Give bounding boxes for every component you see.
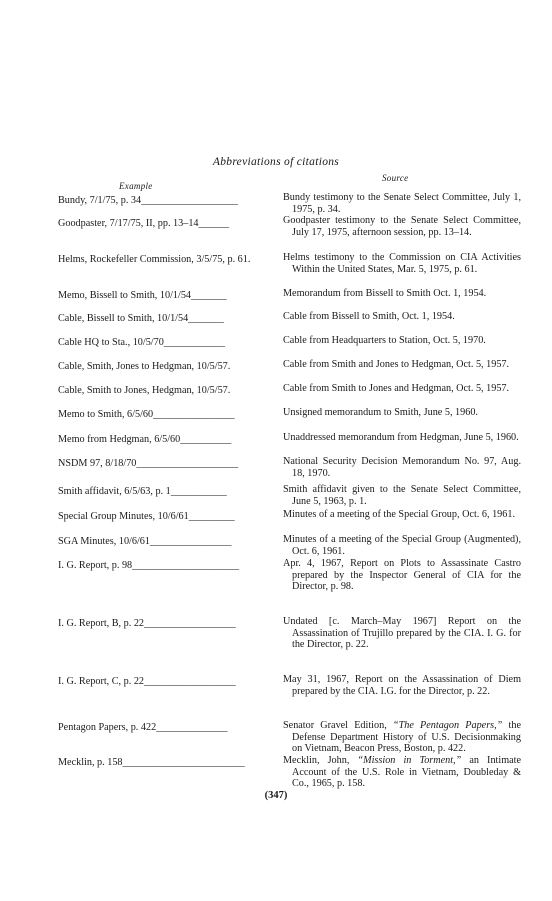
- source-description: Cable from Smith to Jones and Hedgman, Oct. 5, 1957.: [283, 383, 510, 394]
- example-citation: Smith affidavit, 6/5/63, p. 1___________: [58, 486, 227, 497]
- example-citation: Pentagon Papers, p. 422______________: [58, 722, 228, 733]
- column-header-example: Example: [119, 181, 153, 191]
- source-description: Cable from Smith and Jones to Hedgman, Oct. 5, 1957.: [283, 359, 510, 370]
- example-citation: Cable, Smith to Jones, Hedgman, 10/5/57.: [58, 385, 231, 396]
- source-title-italic: “The Pentagon Papers,”: [392, 720, 503, 731]
- example-citation: Cable, Bissell to Smith, 10/1/54_______: [58, 313, 224, 324]
- example-citation: Bundy, 7/1/75, p. 34___________________: [58, 195, 238, 206]
- source-description: Goodpaster testimony to the Senate Select Committee, July 17, 1975, afternoon session, pp. 13–14.: [283, 215, 521, 238]
- source-description: Unaddressed memorandum from Hedgman, June 5, 1960.: [283, 432, 519, 443]
- example-citation: Cable HQ to Sta., 10/5/70____________: [58, 337, 225, 348]
- source-description: Cable from Headquarters to Station, Oct. 5, 1970.: [283, 335, 486, 346]
- example-citation: Goodpaster, 7/17/75, II, pp. 13–14______: [58, 218, 230, 229]
- source-description: Memorandum from Bissell to Smith Oct. 1, 1954.: [283, 288, 487, 299]
- example-citation: SGA Minutes, 10/6/61________________: [58, 536, 232, 547]
- source-description: Apr. 4, 1967, Report on Plots to Assassinate Castro prepared by the Inspector General of CIA for the Director, p. 98.: [283, 558, 521, 593]
- source-description: Undated [c. March–May 1967] Report on the Assassination of Trujillo prepared by the CIA. I. G. for the Director, p. 22.: [283, 616, 521, 651]
- column-header-source: Source: [382, 173, 409, 183]
- example-citation: Memo, Bissell to Smith, 10/1/54_______: [58, 290, 227, 301]
- source-title-italic: “Mission in Torment,”: [357, 755, 462, 766]
- source-description: Smith affidavit given to the Senate Select Committee, June 5, 1963, p. 1.: [283, 484, 521, 507]
- source-description: Minutes of a meeting of the Special Group (Augmented), Oct. 6, 1961.: [283, 534, 521, 557]
- source-description: Helms testimony to the Commission on CIA Activities Within the United States, Mar. 5, 1975, p. 61.: [283, 252, 521, 275]
- source-text: an Intimate Account of the U.S. Role in Vietnam, Doubleday & Co., 1965, p. 158.: [292, 755, 521, 790]
- example-citation: Memo to Smith, 6/5/60________________: [58, 409, 235, 420]
- source-description: Cable from Bissell to Smith, Oct. 1, 1954.: [283, 311, 455, 322]
- source-text: the Defense Department History of U.S. Decisionmaking on Vietnam, Beacon Press, Boston, p. 422.: [292, 720, 521, 755]
- source-description: May 31, 1967, Report on the Assassination of Diem prepared by the CIA. I.G. for the Director, p. 22.: [283, 674, 521, 697]
- example-citation: I. G. Report, C, p. 22__________________: [58, 676, 236, 687]
- example-citation: I. G. Report, B, p. 22__________________: [58, 618, 236, 629]
- example-citation: Helms, Rockefeller Commission, 3/5/75, p. 61.: [58, 254, 251, 265]
- source-description: Bundy testimony to the Senate Select Committee, July 1, 1975, p. 34.: [283, 192, 521, 215]
- source-description: Minutes of a meeting of the Special Group, Oct. 6, 1961.: [283, 509, 515, 520]
- example-citation: I. G. Report, p. 98_____________________: [58, 560, 240, 571]
- page-number: (347): [264, 790, 288, 801]
- example-citation: NSDM 97, 8/18/70____________________: [58, 458, 239, 469]
- source-text: Senator Gravel Edition,: [283, 720, 393, 731]
- example-citation: Special Group Minutes, 10/6/61_________: [58, 511, 235, 522]
- example-citation: Cable, Smith, Jones to Hedgman, 10/5/57.: [58, 361, 231, 372]
- source-description: [283, 755, 521, 790]
- example-citation: Mecklin, p. 158________________________: [58, 757, 245, 768]
- source-text: Mecklin, John,: [283, 755, 358, 766]
- source-description: Unsigned memorandum to Smith, June 5, 1960.: [283, 407, 478, 418]
- document-title: Abbreviations of citations: [212, 156, 340, 168]
- source-description: [283, 720, 521, 755]
- example-citation: Memo from Hedgman, 6/5/60__________: [58, 434, 232, 445]
- source-description: National Security Decision Memorandum No. 97, Aug. 18, 1970.: [283, 456, 521, 479]
